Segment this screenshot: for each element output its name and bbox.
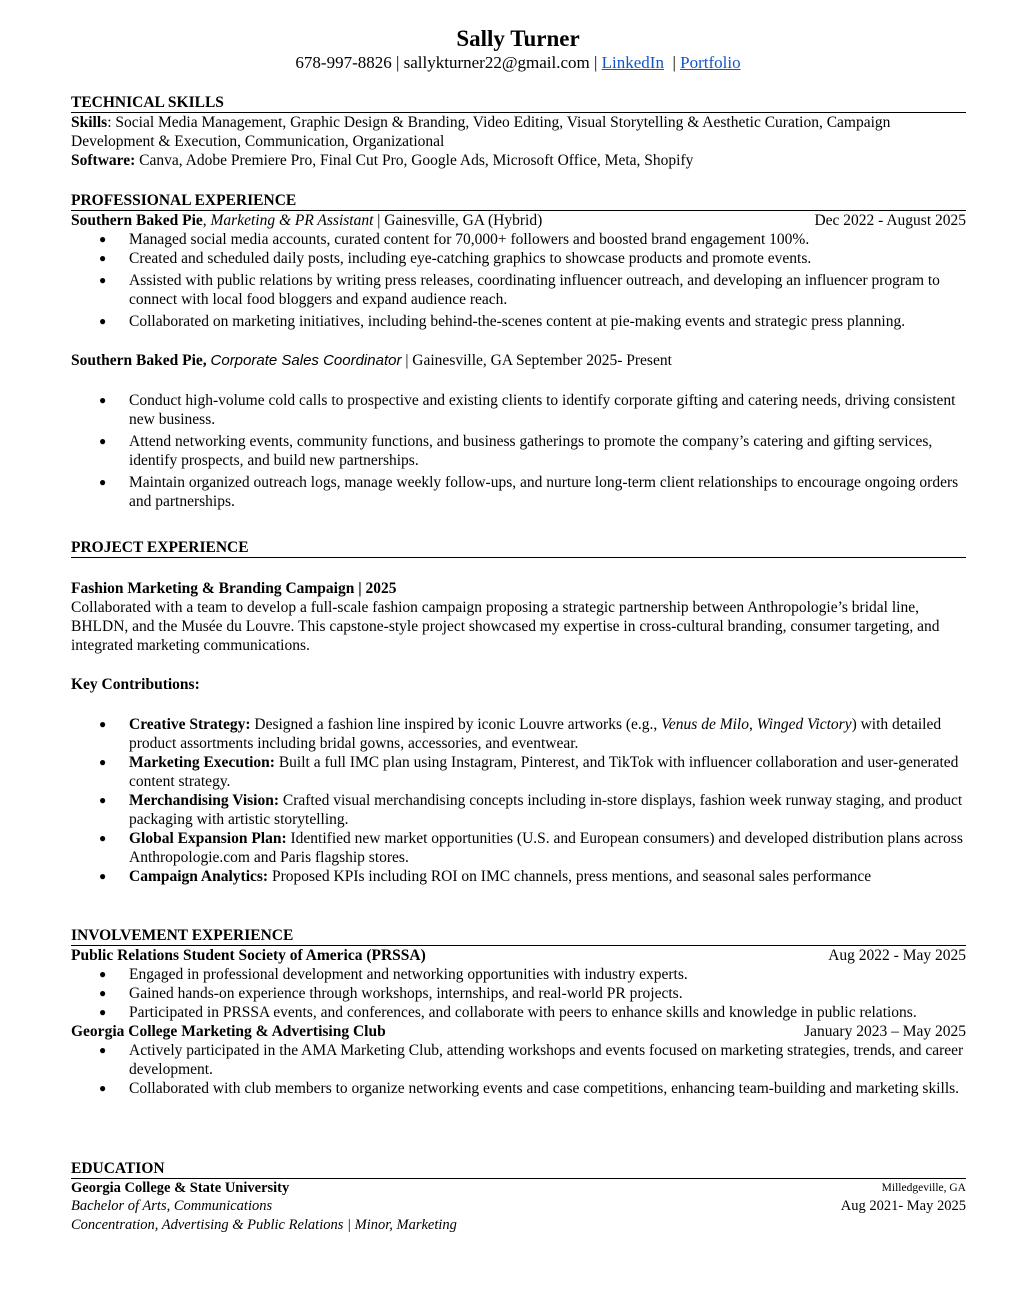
- org-header: [71, 946, 966, 965]
- project-experience-section: [71, 539, 966, 886]
- education-section: [71, 1160, 966, 1235]
- job-bullets: [71, 230, 966, 331]
- contributions-list: [71, 715, 966, 886]
- section-title: PROJECT EXPERIENCE: [71, 539, 966, 558]
- job-location: | Gainesville, GA (Hybrid): [373, 212, 543, 229]
- involvement-experience-section: [71, 927, 966, 1098]
- list-item: ● Assisted with public relations by writing press releases, coordinating influencer outreach, and developing an influencer program to connect with local food bloggers and expand audience reach.: [71, 271, 966, 309]
- list-item: ● Campaign Analytics: Proposed KPIs including ROI on IMC channels, press mentions, and seasonal sales performance: [71, 867, 966, 886]
- technical-skills-section: [71, 94, 966, 170]
- org-dates: Aug 2022 - May 2025: [828, 947, 966, 964]
- list-item: ● Actively participated in the AMA Marketing Club, attending workshops and events focused on marketing strategies, trends, and career development.: [71, 1041, 966, 1079]
- org-name: Georgia College Marketing & Advertising Club: [71, 1023, 386, 1040]
- software-label: Software:: [71, 152, 136, 169]
- list-item: ● Merchandising Vision: Crafted visual merchandising concepts including in-store displays, fashion week runway staging, and product packaging with artistic storytelling.: [71, 791, 966, 829]
- project-heading: Fashion Marketing & Branding Campaign | 2025: [71, 580, 397, 597]
- software-text: Canva, Adobe Premiere Pro, Final Cut Pro, Google Ads, Microsoft Office, Meta, Shopify: [135, 152, 694, 169]
- separator: |: [593, 53, 598, 72]
- org-bullets: [71, 1041, 966, 1098]
- list-item: ● Global Expansion Plan: Identified new market opportunities (U.S. and European consumers) and developed distribution plans across Anthropologie.com and Paris flagship stores.: [71, 829, 966, 867]
- section-title: INVOLVEMENT EXPERIENCE: [71, 927, 966, 946]
- skills-text: : Social Media Management, Graphic Design & Branding, Video Editing, Visual Storytelling & Aesthetic Curation, Campaign Development & Execution, Communication, Organizational: [71, 114, 891, 150]
- professional-experience-section: [71, 192, 966, 511]
- school-name: Georgia College & State University: [71, 1180, 290, 1196]
- resume-name: Sally Turner: [456, 26, 580, 51]
- software-line: [71, 151, 966, 170]
- company: Southern Baked Pie,: [71, 352, 207, 369]
- list-item: ● Engaged in professional development and networking opportunities with industry experts.: [71, 965, 966, 984]
- skills-label: Skills: [71, 114, 108, 131]
- degree: Bachelor of Arts, Communications: [71, 1198, 273, 1214]
- project-description: Collaborated with a team to develop a full-scale fashion campaign proposing a strategic partnership between Anthropologie’s bridal line, BHLDN, and the Musée du Louvre. This capstone-style project showcased my expertise in cross-cultural branding, consumer targeting, and integrated marketing communications.: [71, 599, 940, 654]
- list-item: ● Creative Strategy: Designed a fashion line inspired by iconic Louvre artworks (e.g., Venus de Milo, Winged Victory) with detailed product assortments including bridal gowns, accessories, and eventwear.: [71, 715, 966, 753]
- phone: 678-997-8826: [295, 53, 392, 72]
- key-contributions-label: Key Contributions:: [71, 676, 200, 693]
- linkedin-link[interactable]: LinkedIn: [601, 53, 664, 72]
- degree-row: [71, 1197, 966, 1215]
- list-item: ● Created and scheduled daily posts, including eye-catching graphics to showcase products and promote events.: [71, 249, 966, 268]
- job-role: Marketing & PR Assistant: [210, 212, 374, 229]
- list-item: ● Attend networking events, community functions, and business gatherings to promote the company’s catering and gifting services, identify prospects, and build new partnerships.: [71, 432, 966, 470]
- education-dates: Aug 2021- May 2025: [840, 1198, 966, 1214]
- list-item: ● Collaborated with club members to organize networking events and case competitions, enhancing team-building and marketing skills.: [71, 1079, 966, 1098]
- list-item: ● Managed social media accounts, curated content for 70,000+ followers and boosted brand engagement 100%.: [71, 230, 966, 249]
- list-item: ● Participated in PRSSA events, and conferences, and collaborate with peers to enhance skills and knowledge in public relations.: [71, 1003, 966, 1022]
- list-item: ● Conduct high-volume cold calls to prospective and existing clients to identify corporate gifting and catering needs, driving consistent new business.: [71, 391, 966, 429]
- job-header: [71, 351, 966, 370]
- org-name: Public Relations Student Society of America (PRSSA): [71, 947, 426, 964]
- section-title: TECHNICAL SKILLS: [71, 94, 966, 113]
- list-item: ● Marketing Execution: Built a full IMC plan using Instagram, Pinterest, and TikTok with influencer collaboration and user-generated content strategy.: [71, 753, 966, 791]
- list-item: ● Gained hands-on experience through workshops, internships, and real-world PR projects.: [71, 984, 966, 1003]
- job-header: Southern Baked Pie, Marketing & PR Assistant | Gainesville, GA (Hybrid) Dec 2022 - August 2025: [71, 212, 966, 229]
- job-bullets: [71, 391, 966, 511]
- job-role: Corporate Sales Coordinator: [210, 352, 402, 369]
- separator: |: [672, 53, 676, 72]
- separator: |: [395, 53, 400, 72]
- email: sallykturner22@gmail.com: [403, 53, 590, 72]
- job-location: | Gainesville, GA September 2025- Present: [401, 352, 672, 369]
- school-row: [71, 1179, 966, 1197]
- company: Southern Baked Pie: [71, 212, 203, 229]
- skills-line: [71, 113, 966, 151]
- section-title: EDUCATION: [71, 1160, 966, 1179]
- school-location: Milledgeville, GA: [881, 1182, 966, 1194]
- list-item: ● Maintain organized outreach logs, manage weekly follow-ups, and nurture long-term client relationships to encourage ongoing orders and partnerships.: [71, 473, 966, 511]
- org-header: [71, 1022, 966, 1041]
- portfolio-link[interactable]: Portfolio: [680, 53, 741, 72]
- concentration: Concentration, Advertising & Public Relations | Minor, Marketing: [71, 1217, 457, 1233]
- contact-line: [0, 52, 1016, 74]
- job-dates: Dec 2022 - August 2025: [814, 212, 966, 229]
- list-item: ● Collaborated on marketing initiatives, including behind-the-scenes content at pie-making events and strategic press planning.: [71, 312, 966, 331]
- org-bullets: [71, 965, 966, 1022]
- org-dates: January 2023 – May 2025: [804, 1023, 966, 1040]
- section-title: PROFESSIONAL EXPERIENCE: [71, 192, 966, 211]
